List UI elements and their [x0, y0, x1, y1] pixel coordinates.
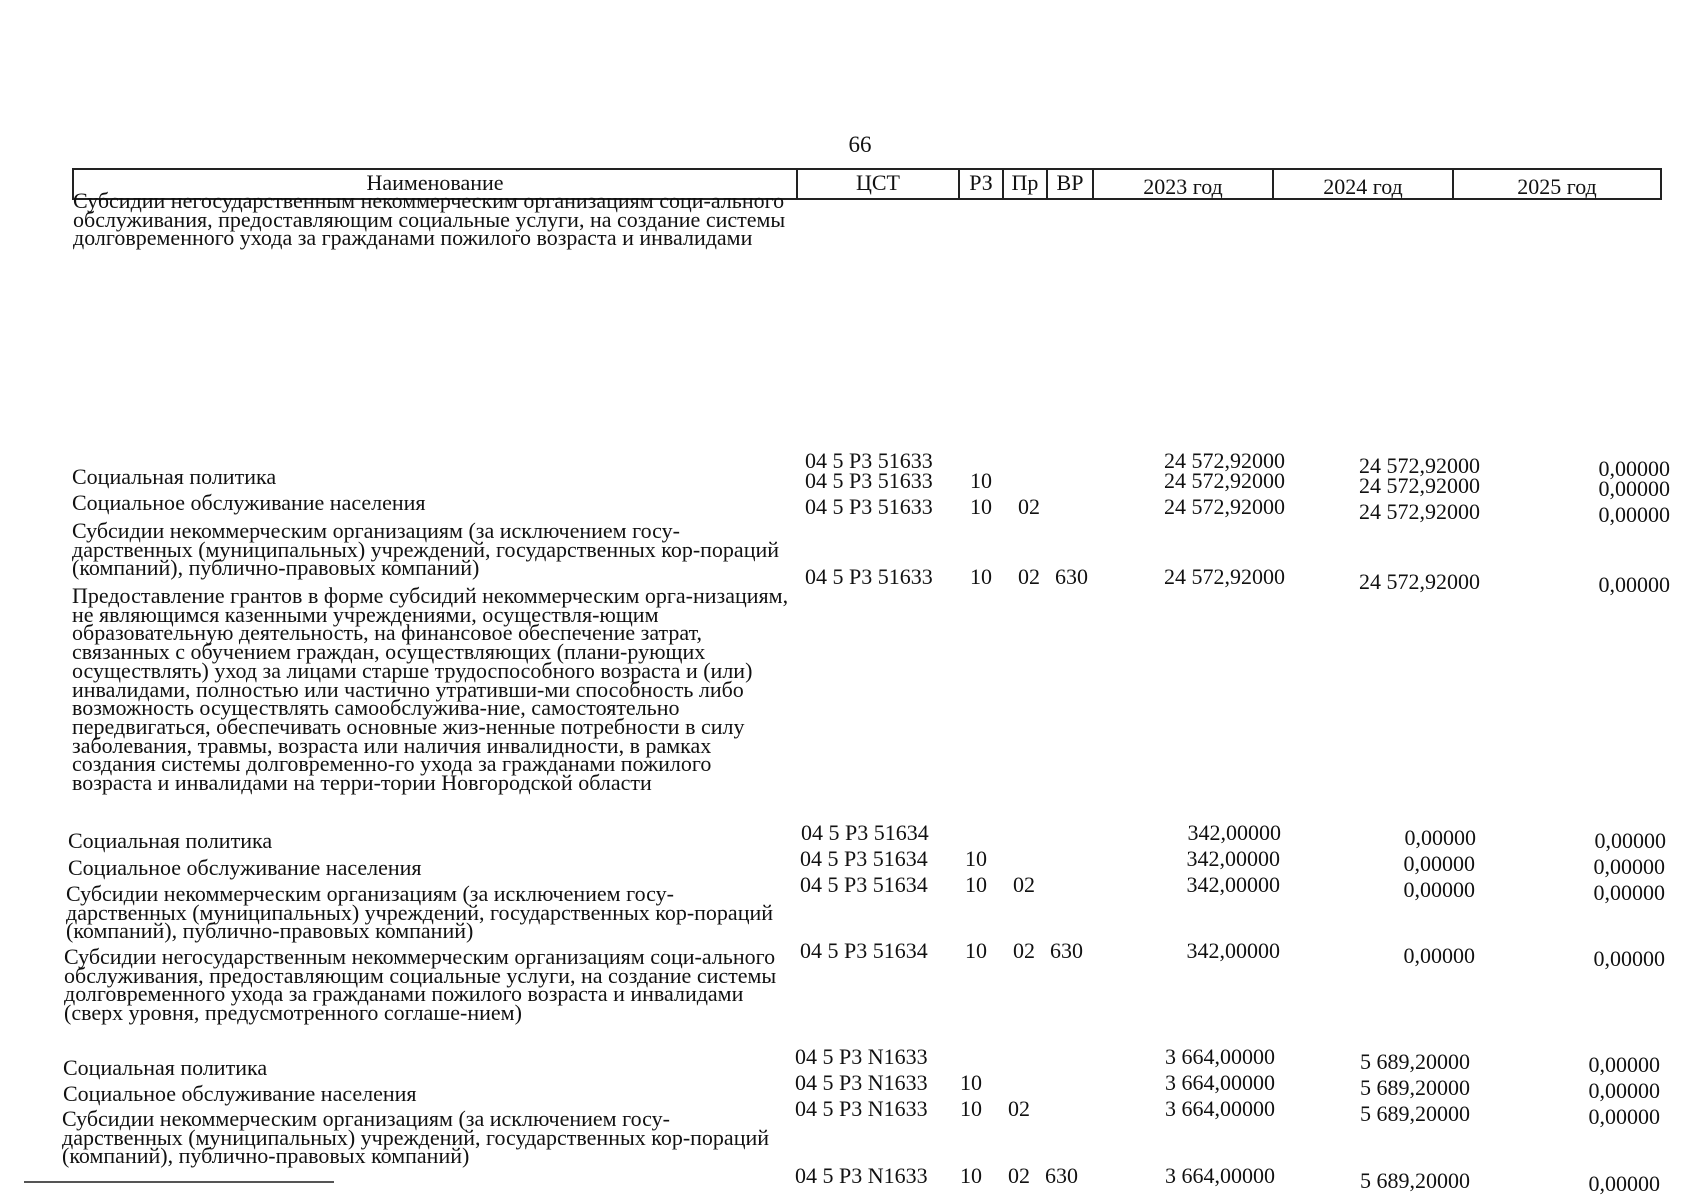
header-2024: 2024 год — [1272, 168, 1452, 200]
row-2025: 0,00000 — [1588, 1104, 1660, 1129]
row-2023: 24 572,92000 — [1164, 494, 1285, 519]
row-cst: 04 5 Р3 N1633 — [795, 1096, 928, 1121]
row-2023: 3 664,00000 — [1165, 1070, 1275, 1095]
row-vr: 630 — [1045, 1163, 1078, 1188]
page-number: 66 — [848, 132, 872, 157]
row-pr: 02 — [1018, 564, 1040, 589]
row-vr: 630 — [1055, 564, 1088, 589]
row-cst: 04 5 Р3 51634 — [800, 938, 928, 963]
row-2024: 5 689,20000 — [1360, 1049, 1470, 1074]
row-2023: 342,00000 — [1186, 872, 1280, 897]
row-rz: 10 — [965, 846, 987, 871]
row-2025: 0,00000 — [1598, 572, 1670, 597]
row-2023: 342,00000 — [1187, 820, 1281, 845]
row-rz: 10 — [960, 1096, 982, 1121]
row-2023: 3 664,00000 — [1165, 1044, 1275, 1069]
header-name: Наименование — [72, 168, 796, 200]
footer-rule — [24, 1181, 334, 1183]
header-vr: ВР — [1046, 168, 1092, 200]
row-2024: 0,00000 — [1403, 943, 1475, 968]
row-cst: 04 5 Р3 51634 — [801, 820, 929, 845]
row-cst: 04 5 Р3 51634 — [800, 872, 928, 897]
header-2025: 2025 год — [1452, 168, 1662, 200]
row-vr: 630 — [1050, 938, 1083, 963]
row-2025: 0,00000 — [1593, 880, 1665, 905]
row-2024: 5 689,20000 — [1360, 1168, 1470, 1193]
row-cst: 04 5 Р3 51633 — [805, 468, 933, 493]
row-name: Социальное обслуживание населения — [72, 490, 426, 515]
row-2024: 5 689,20000 — [1360, 1075, 1470, 1100]
row-name: Субсидии негосударственным некоммерческим организациям соци-ального обслуживания, предоставляющим социальные услуги, на создание системы долговременного ухода за гражданами пожилого возраста и инвалидами — [73, 188, 786, 251]
row-2024: 0,00000 — [1403, 877, 1475, 902]
row-rz: 10 — [970, 494, 992, 519]
row-name: Субсидии некоммерческим организациям (за исключением госу-дарственных (муниципальных) учреждений, государственных кор-пораций (компаний), публично-правовых компаний) — [66, 881, 774, 944]
row-rz: 10 — [965, 872, 987, 897]
row-2025: 0,00000 — [1598, 502, 1670, 527]
row-rz: 10 — [960, 1070, 982, 1095]
row-name: Социальная политика — [72, 464, 277, 489]
header-2023: 2023 год — [1092, 168, 1272, 200]
row-pr: 02 — [1013, 938, 1035, 963]
row-cst: 04 5 Р3 51634 — [800, 846, 928, 871]
row-cst: 04 5 Р3 N1633 — [795, 1070, 928, 1095]
row-pr: 02 — [1018, 494, 1040, 519]
row-cst: 04 5 Р3 N1633 — [795, 1163, 928, 1188]
header-pr: Пр — [1002, 168, 1046, 200]
row-rz: 10 — [970, 468, 992, 493]
row-rz: 10 — [970, 564, 992, 589]
row-name: Социальное обслуживание населения — [63, 1081, 417, 1106]
row-2024: 24 572,92000 — [1359, 499, 1480, 524]
row-name: Субсидии негосударственным некоммерческим организациям соци-ального обслуживания, предоставляющим социальные услуги, на создание системы долговременного ухода за гражданами пожилого возраста и инвалидами (сверх уровня, предусмотренного соглаше-нием) — [64, 944, 777, 1026]
row-2023: 342,00000 — [1186, 938, 1280, 963]
row-name: Субсидии некоммерческим организациям (за исключением госу-дарственных (муниципальных) учреждений, государственных кор-пораций (компаний), публично-правовых компаний) — [62, 1106, 770, 1169]
header-cst: ЦСТ — [796, 168, 958, 200]
row-2025: 0,00000 — [1588, 1171, 1660, 1196]
row-name: Социальная политика — [63, 1055, 268, 1080]
row-2025: 0,00000 — [1593, 946, 1665, 971]
row-2024: 0,00000 — [1403, 851, 1475, 876]
row-2023: 342,00000 — [1186, 846, 1280, 871]
row-2025: 0,00000 — [1593, 854, 1665, 879]
row-2023: 24 572,92000 — [1164, 448, 1285, 473]
row-pr: 02 — [1008, 1163, 1030, 1188]
row-rz: 10 — [960, 1163, 982, 1188]
row-2025: 0,00000 — [1594, 828, 1666, 853]
row-name: Социальная политика — [68, 828, 273, 853]
row-2024: 0,00000 — [1404, 825, 1476, 850]
row-2025: 0,00000 — [1588, 1078, 1660, 1103]
row-2023: 24 572,92000 — [1164, 564, 1285, 589]
row-2024: 24 572,92000 — [1359, 569, 1480, 594]
row-2025: 0,00000 — [1598, 456, 1670, 481]
row-name: Предоставление грантов в форме субсидий некоммерческим орга-низациям, не являющимся казенными учреждениями, осуществля-ющим образовательную деятельность, на финансовое обеспечение затрат, связанных с обучением граждан, осуществляющих (плани-рующих осуществлять) уход за лицами старше трудоспособного возраста и (или) инвалидами, полностью или частично утративши-ми способность либо возможность осуществлять самообслужива-ние, самостоятельно передвигаться, обеспечивать основные жиз-ненные потребности в силу заболевания, травмы, возраста или наличия инвалидности, в рамках создания системы долговременно-го ухода за гражданами пожилого возраста и инвалидами на терри-тории Новгородской области — [72, 583, 789, 796]
row-cst: 04 5 Р3 51633 — [805, 564, 933, 589]
row-cst: 04 5 Р3 51633 — [805, 494, 933, 519]
row-2023: 3 664,00000 — [1165, 1163, 1275, 1188]
row-pr: 02 — [1013, 872, 1035, 897]
row-name: Социальное обслуживание населения — [68, 855, 422, 880]
row-cst: 04 5 Р3 51633 — [805, 448, 933, 473]
row-2025: 0,00000 — [1588, 1052, 1660, 1077]
row-2024: 5 689,20000 — [1360, 1101, 1470, 1126]
row-pr: 02 — [1008, 1096, 1030, 1121]
row-2025: 0,00000 — [1598, 476, 1670, 501]
row-2024: 24 572,92000 — [1359, 453, 1480, 478]
row-2023: 24 572,92000 — [1164, 468, 1285, 493]
row-2023: 3 664,00000 — [1165, 1096, 1275, 1121]
row-cst: 04 5 Р3 N1633 — [795, 1044, 928, 1069]
row-name: Субсидии некоммерческим организациям (за исключением госу-дарственных (муниципальных) учреждений, государственных кор-пораций (компаний), публично-правовых компаний) — [72, 518, 780, 581]
header-rz: РЗ — [958, 168, 1002, 200]
row-rz: 10 — [965, 938, 987, 963]
row-2024: 24 572,92000 — [1359, 473, 1480, 498]
